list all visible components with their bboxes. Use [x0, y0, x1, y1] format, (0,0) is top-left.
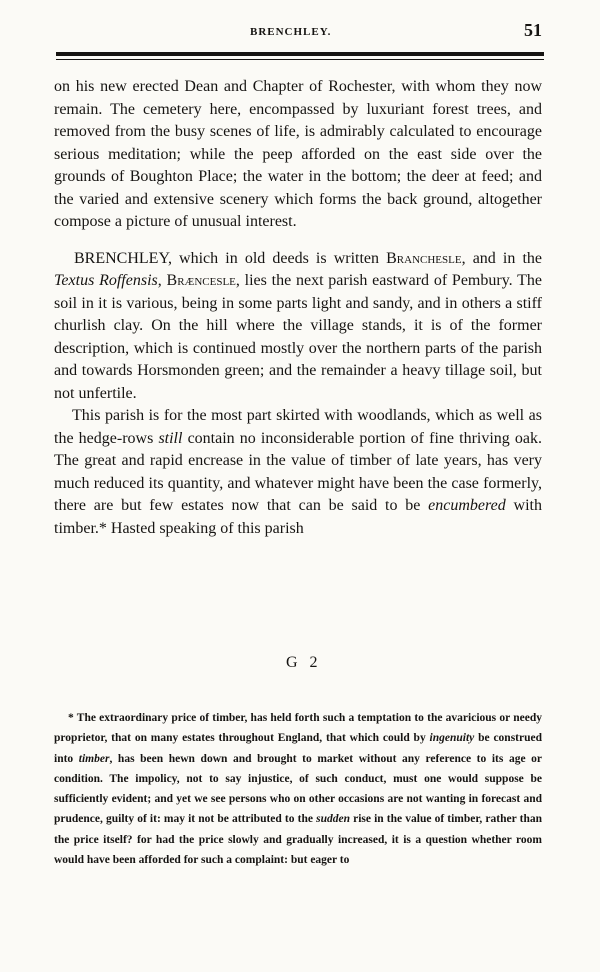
footnote-italic: sudden	[316, 813, 350, 826]
footnote-text: , has been hewn down and brought to market without any reference to its age or condition. The impolicy, not to say injustice, of such conduct, must one would suppose be sufficiently evident; and yet we see persons who on other occasions are not wanting in forecast and prudence, guilty of it: may it not be attributed to the	[54, 752, 543, 826]
text-run: contain no inconsiderable portion of fine thriving oak. The great and rapid encrease in the value of timber of late years, has very much reduced its quantity, and whatever might have been the case formerly, there are but few estates now that can be said to be	[54, 429, 543, 514]
italic-word: still	[158, 429, 183, 447]
body-text	[54, 76, 542, 540]
text-run: with timber.* Hasted speaking of this parish	[54, 497, 542, 537]
footnote	[54, 708, 542, 870]
small-caps-name: Branchesle	[386, 249, 462, 267]
page-number: 51	[524, 20, 542, 40]
running-title: BRENCHLEY.	[250, 26, 332, 38]
footnote-italic: ingenuity	[429, 732, 475, 745]
text-run: This parish is for the most part skirted with woodlands, which as well as the hedge-rows	[54, 407, 542, 447]
footnote-text: rise in the value of timber, rather than the price itself? for had the price slowly and gradually increased, it is a question whether room would have been afforded for such a complaint: but eager to	[54, 813, 542, 867]
paragraph-1: on his new erected Dean and Chapter of Rochester, with whom they now remain. The cemetery here, encompassed by luxuriant forest trees, and removed from the busy scenes of life, is admirably calculated to encourage serious meditation; while the peep afforded on the east side over the grounds of Boughton Place; the water in the bottom; the deer at feed; and the varied and extensive scenery which forms the back ground, altogether compose a picture of unusual interest.	[54, 78, 542, 230]
text-run: ,	[157, 272, 167, 289]
text-run: , which in old deeds is written	[167, 249, 387, 267]
signature-mark: G 2	[286, 654, 322, 671]
footnote-text: be construed into	[54, 732, 543, 765]
lead-word: BRENCHLEY	[74, 249, 168, 267]
paragraph-2	[54, 248, 542, 406]
running-head	[0, 20, 600, 44]
footnote-text: * The extraordinary price of timber, has held forth such a temptation to the avaricious or needy proprietor, that on many estates throughout England, that which could by	[54, 712, 542, 745]
paragraph-3	[54, 405, 542, 540]
italic-title: Textus Roffensis	[54, 272, 158, 289]
header-rule	[56, 52, 544, 56]
small-caps-name: Bræncesle	[166, 272, 236, 289]
text-run: , lies the next parish eastward of Pembury. The soil in it is various, being in some parts light and sandy, and in others a stiff churlish clay. On the hill where the village stands, it is of the former description, which is continued mostly over the northern parts of the parish and towards Horsmonden green; and the remainder a heavy tillage soil, but not unfertile.	[54, 272, 543, 402]
footnote-italic: timber	[78, 752, 110, 765]
header-rule-thin	[56, 59, 544, 60]
text-run: , and in the	[461, 249, 542, 267]
italic-word: encumbered	[428, 497, 506, 514]
